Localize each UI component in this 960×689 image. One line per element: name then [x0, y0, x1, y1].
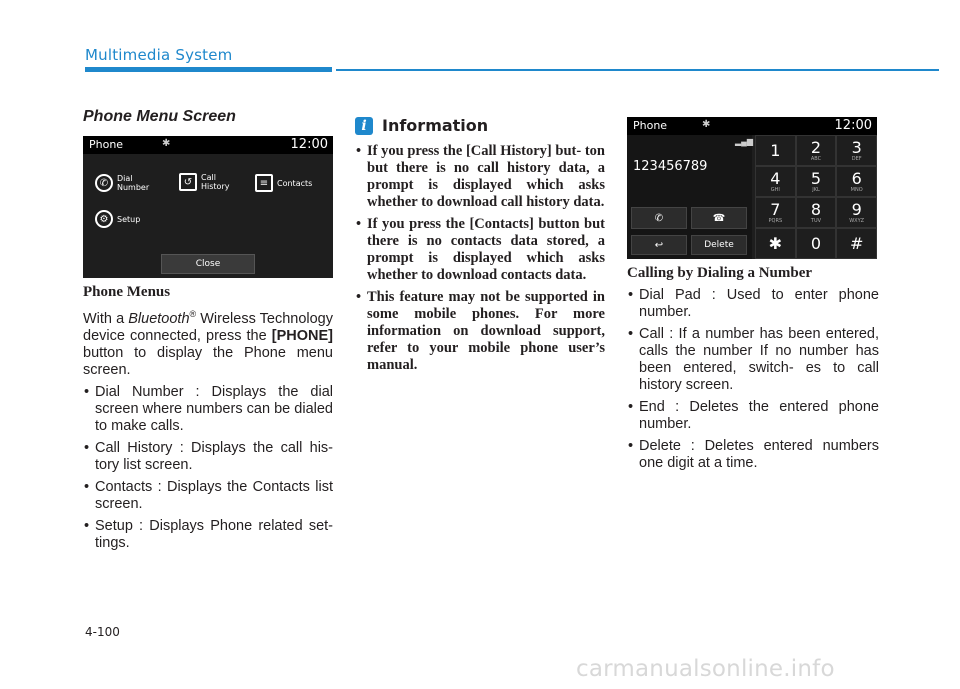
information-list: [355, 143, 605, 374]
menu-label: History: [201, 182, 230, 191]
screen-clock: 12:00: [834, 118, 872, 133]
bluetooth-brand: Bluetooth: [128, 310, 190, 327]
call-button: [631, 207, 687, 229]
header-rule-thin: [336, 69, 939, 71]
menu-setup: [95, 210, 140, 228]
section-title: Phone Menu Screen: [83, 108, 236, 125]
phone-menu-screen-image: [83, 136, 333, 278]
menu-label: Contacts: [277, 178, 313, 188]
bluetooth-icon: ✱: [702, 119, 711, 130]
dial-pad: [755, 135, 877, 259]
key-8: [796, 197, 837, 228]
key-letters: GHI: [770, 186, 780, 193]
key-6: [836, 166, 877, 197]
column-dialing: [627, 108, 879, 477]
information-heading: [355, 116, 605, 135]
key-digit: 5: [810, 168, 822, 188]
menu-label: Dial: [117, 174, 133, 183]
dialing-subtitle: Calling by Dialing a Number: [627, 265, 813, 281]
dialing-list: [627, 287, 879, 472]
gear-icon: ⚙: [95, 210, 113, 228]
dial-screen-image: [627, 117, 877, 259]
key-digit: ✱: [768, 233, 783, 253]
back-icon: ↩: [654, 239, 664, 251]
key-digit: 3: [851, 137, 862, 157]
key-digit: 1: [770, 140, 781, 160]
registered-mark: ®: [189, 309, 197, 319]
list-item: • Setup : Displays Phone related set- tings.: [83, 518, 333, 552]
phone-icon: ✆: [95, 174, 113, 192]
key-digit: 9: [851, 199, 862, 219]
key-letters: ABC: [810, 155, 822, 162]
menu-contacts: [255, 174, 312, 192]
header-rule-thick: [85, 67, 332, 72]
key-letters: WXYZ: [849, 217, 865, 224]
back-button: [631, 235, 687, 255]
information-title: Information: [382, 116, 489, 135]
key-0: [796, 228, 837, 259]
screen-title: Phone: [89, 138, 124, 151]
menu-label: Number: [117, 183, 150, 192]
list-item: • Contacts : Displays the Contacts list screen.: [83, 479, 333, 513]
dialed-number: 123456789: [633, 159, 708, 174]
key-star: [755, 228, 796, 259]
intro-text: Wireless Technology device connected, press the: [83, 310, 333, 344]
key-digit: 4: [770, 168, 781, 188]
screen-clock: 12:00: [290, 137, 328, 152]
key-letters: JKL: [812, 186, 820, 193]
intro-text: With a: [83, 310, 129, 327]
list-item: • Call History : Displays the call his- tory list screen.: [83, 440, 333, 474]
watermark: carmanualsonline.info: [576, 656, 835, 682]
key-2: [796, 135, 837, 166]
key-digit: 0: [810, 233, 822, 253]
menu-call-history: [179, 173, 229, 191]
key-digit: 7: [770, 199, 781, 219]
screen-status-bar: [83, 136, 333, 154]
key-3: [836, 135, 877, 166]
column-information: [355, 108, 605, 379]
list-item: • If you press the [Contacts] button but there is no contacts data stored, a prompt is displayed which asks whether to download contacts data.: [355, 216, 605, 284]
key-digit: 6: [851, 168, 862, 188]
menu-label: Call: [201, 173, 216, 182]
list-item: • End : Deletes the entered phone number.: [627, 399, 879, 433]
list-item: • If you press the [Call History] but- ton but there is no call history data, a prompt is displayed which asks whether to download call history data.: [355, 143, 605, 211]
intro-paragraph: [83, 306, 333, 379]
key-letters: TUV: [810, 217, 822, 224]
key-9: [836, 197, 877, 228]
key-digit: 8: [810, 199, 822, 219]
menu-dial-number: [95, 174, 149, 192]
column-phone-menu: [83, 108, 333, 557]
info-icon: i: [355, 117, 373, 135]
contacts-icon: ≡: [255, 174, 273, 192]
key-digit: #: [849, 233, 864, 253]
list-item: • Dial Number : Displays the dial screen where numbers can be dialed to make calls.: [83, 384, 333, 435]
call-icon: ✆: [654, 212, 664, 224]
key-4: [755, 166, 796, 197]
phone-menus-list: [83, 384, 333, 552]
key-letters: MNO: [850, 186, 863, 193]
key-letters: DEF: [851, 155, 862, 162]
bluetooth-icon: ✱: [162, 138, 171, 149]
page-number: 4-100: [85, 625, 120, 639]
phone-button-ref: [PHONE]: [271, 327, 333, 344]
key-hash: [836, 228, 877, 259]
end-call-icon: ☎: [712, 212, 726, 224]
intro-text: button to display the Phone menu screen.: [83, 344, 333, 378]
phone-menus-subtitle: Phone Menus: [83, 284, 171, 300]
call-history-icon: ↺: [179, 173, 197, 191]
key-5: [796, 166, 837, 197]
signal-icon: ▂▄▆: [735, 137, 753, 146]
key-letters: PQRS: [768, 217, 783, 224]
end-button: [691, 207, 747, 229]
list-item: • Call : If a number has been entered, calls the number If no number has been entered, switch- es to call history screen.: [627, 326, 879, 394]
list-item: • Delete : Deletes entered numbers one digit at a time.: [627, 438, 879, 472]
list-item: • This feature may not be supported in some mobile phones. For more information on download support, refer to your mobile phone user’s manual.: [355, 289, 605, 374]
delete-button: Delete: [691, 235, 747, 255]
list-item: • Dial Pad : Used to enter phone number.: [627, 287, 879, 321]
menu-label: Setup: [117, 214, 141, 224]
screen-status-bar: [627, 117, 877, 135]
key-digit: 2: [810, 137, 822, 157]
key-7: [755, 197, 796, 228]
section-header-title: Multimedia System: [85, 46, 233, 64]
key-1: [755, 135, 796, 166]
close-button: Close: [161, 254, 255, 274]
screen-title: Phone: [633, 119, 668, 132]
